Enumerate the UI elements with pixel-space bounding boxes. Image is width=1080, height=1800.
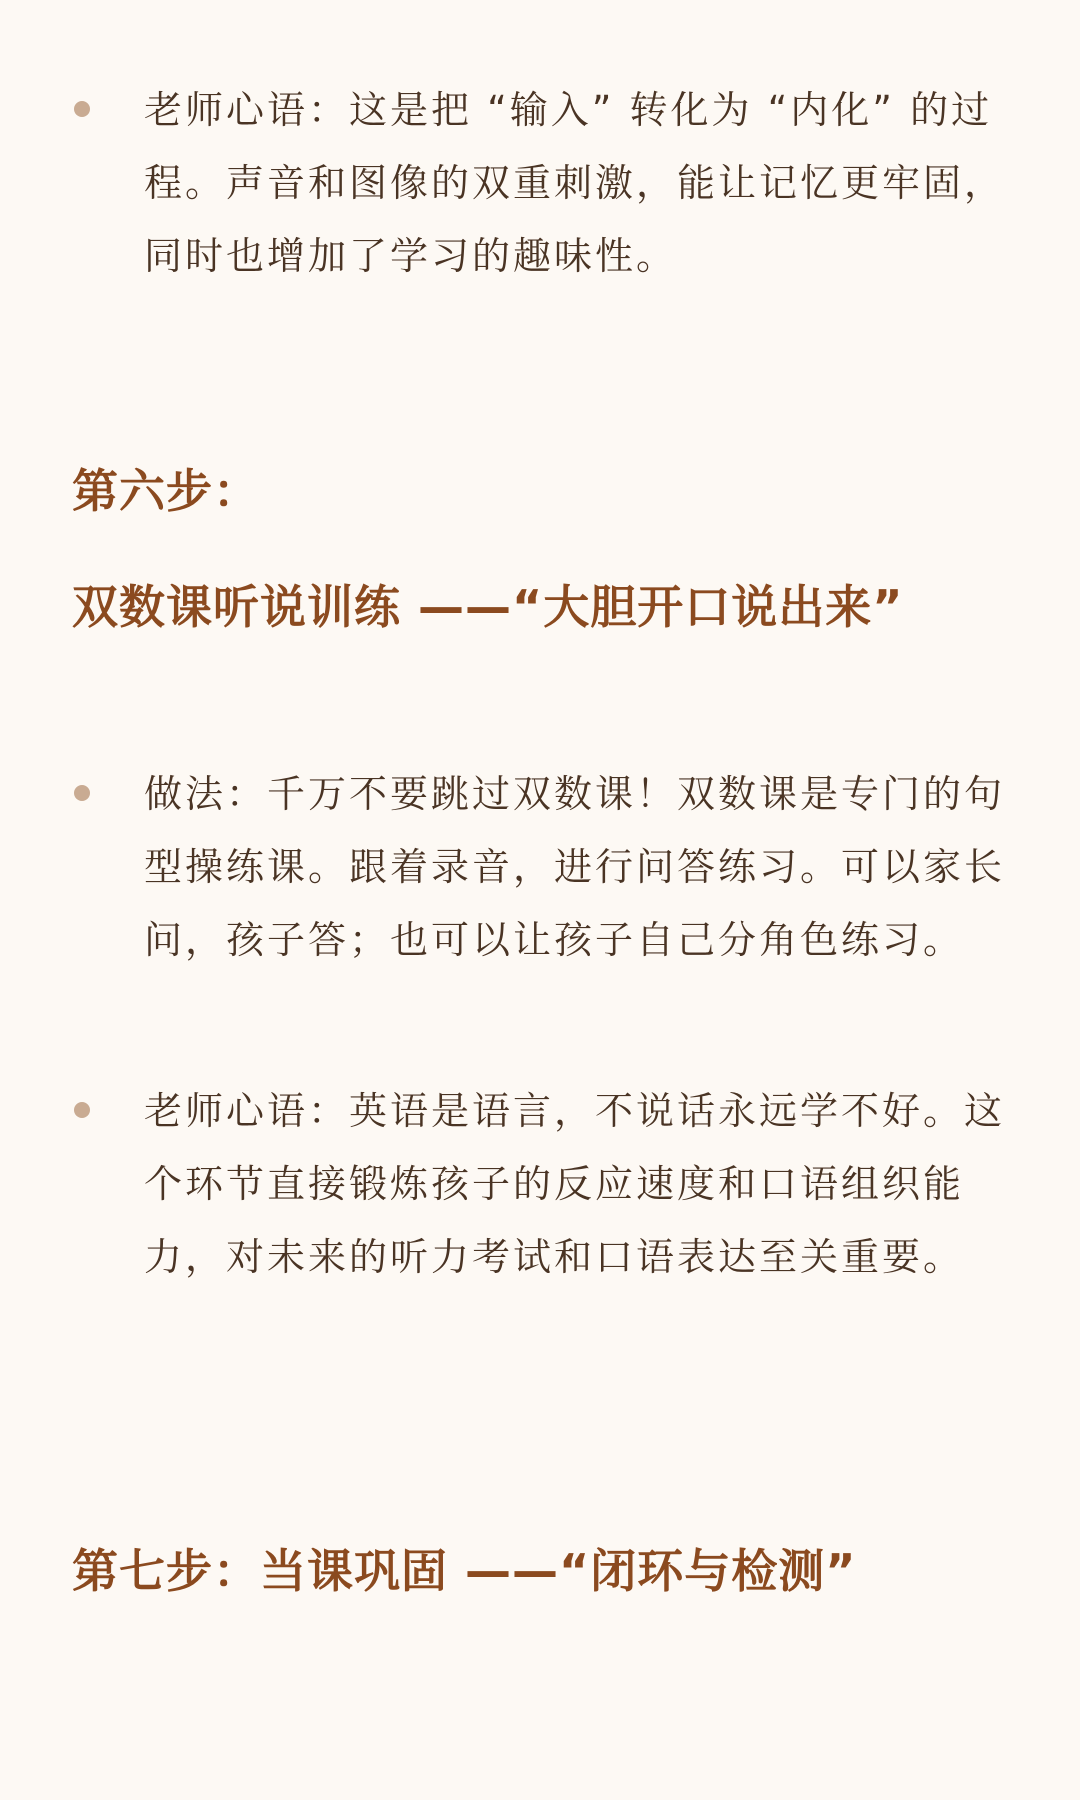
bullet-dot-icon xyxy=(74,1102,90,1118)
bullet-dot-icon xyxy=(74,101,90,117)
bullet-text: 老师心语：这是把 “输入” 转化为 “内化” 的过程。声音和图像的双重刺激，能让记忆更牢固，同时也增加了学习的趣味性。 xyxy=(144,88,1006,278)
bullet-text: 老师心语：英语是语言，不说话永远学不好。这个环节直接锻炼孩子的反应速度和口语组织能力，对未来的听力考试和口语表达至关重要。 xyxy=(144,1089,1006,1279)
step6-subtitle: 双数课听说训练 ——“大胆开口说出来” xyxy=(72,580,904,634)
bullet-text: 做法：千万不要跳过双数课！双数课是专门的句型操练课。跟着录音，进行问答练习。可以家长问，孩子答；也可以让孩子自己分角色练习。 xyxy=(144,772,1006,962)
bullet-dot-icon xyxy=(74,785,90,801)
step6-title: 第六步： xyxy=(72,464,260,518)
step7-title: 第七步：当课巩固 ——“闭环与检测” xyxy=(72,1544,857,1598)
